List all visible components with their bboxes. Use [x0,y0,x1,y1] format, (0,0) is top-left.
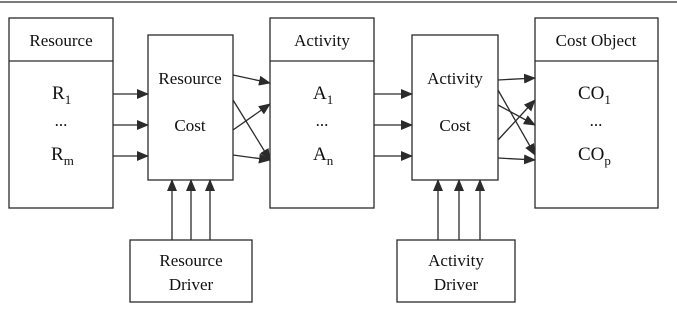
activity-ellipsis: ... [315,111,329,130]
activity-item-first: $A_1$ [313,83,334,107]
resource-cost-box [148,35,233,180]
resource-cost-line2: Cost [174,116,206,135]
resource-box [9,18,113,208]
resource-driver-line1: Resource [159,251,223,270]
activity-cost-line1: Activity [427,69,483,88]
resource-cost-line1: Resource [158,69,222,88]
activity-title: Activity [294,31,350,50]
arrow-acost-to-object-4 [498,100,535,140]
resource-title: Resource [29,31,93,50]
activity-driver-box [397,240,515,302]
arrow-acost-to-object-5 [498,158,535,160]
activity-item-last: $A_n$ [313,144,334,168]
arrow-rcost-to-activity-4 [233,155,270,160]
cost-object-ellipsis: ... [589,111,603,130]
resource-ellipsis: ... [54,111,68,130]
resource-item-last: $R_m$ [51,144,74,168]
resource-driver-box [130,240,252,302]
activity-box [270,18,374,208]
arrow-acost-to-object-1 [498,78,535,80]
cost-object-item-last: $CO_p$ [578,144,611,168]
cost-object-item-first: $CO_1$ [578,83,611,107]
cost-object-title: Cost Object [555,31,637,50]
arrow-rcost-to-activity-2 [233,100,270,160]
arrow-rcost-to-activity-1 [233,75,270,83]
activity-driver-line1: Activity [428,251,484,270]
resource-driver-line2: Driver [168,275,214,294]
resource-item-first: $R_1$ [52,83,72,107]
cost-object-box [535,18,658,208]
activity-driver-line2: Driver [433,275,479,294]
activity-cost-line2: Cost [439,116,471,135]
activity-cost-box [412,35,498,180]
